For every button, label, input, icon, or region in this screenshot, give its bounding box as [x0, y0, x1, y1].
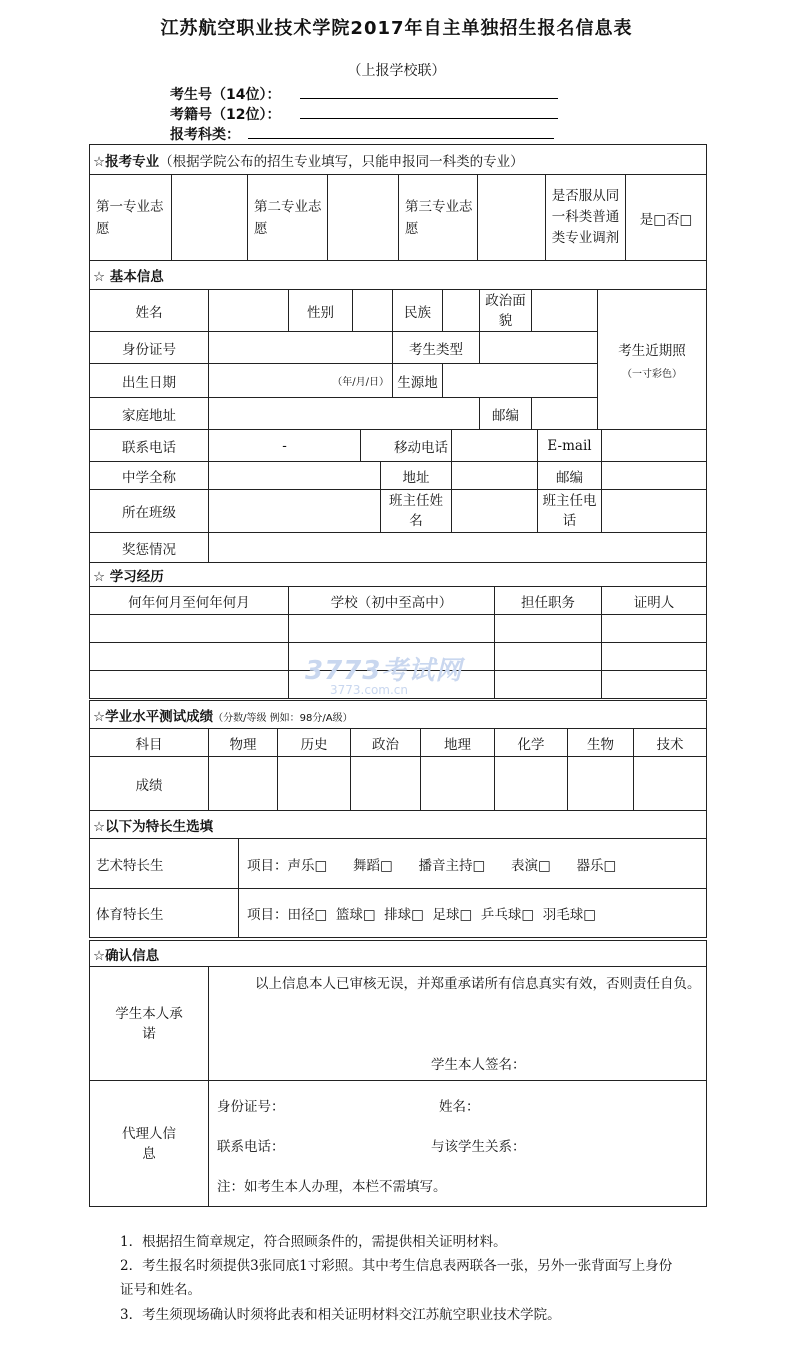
- sport-options[interactable]: 项目：田径□ 篮球□ 排球□ 足球□ 乒乓球□ 羽毛球□: [239, 889, 707, 938]
- history-col-witness: 证明人: [602, 587, 707, 615]
- registry-number-label: 考籍号（12位）：: [170, 107, 281, 123]
- political-field[interactable]: [532, 290, 598, 332]
- score-field[interactable]: [351, 757, 421, 811]
- name-label: 姓名: [90, 290, 209, 332]
- teacher-phone-field[interactable]: [602, 490, 707, 533]
- score-field[interactable]: [278, 757, 351, 811]
- agent-cell: [209, 1081, 707, 1207]
- teacher-field[interactable]: [452, 490, 538, 533]
- history-cell[interactable]: [90, 643, 289, 671]
- history-cell[interactable]: [90, 671, 289, 699]
- score-field[interactable]: [568, 757, 634, 811]
- postcode-field[interactable]: [532, 398, 598, 430]
- postcode-label: 邮编: [480, 398, 532, 430]
- gender-field[interactable]: [353, 290, 393, 332]
- art-options[interactable]: 项目：声乐□ 舞蹈□ 播音主持□ 表演□ 器乐□: [239, 839, 707, 889]
- agent-name[interactable]: 姓名：: [439, 1099, 480, 1115]
- history-cell[interactable]: [602, 643, 707, 671]
- photo-box[interactable]: [598, 290, 707, 430]
- specialty-table: [89, 810, 707, 938]
- watermark-logo: 3773考试网 3773.com.cn: [305, 656, 463, 697]
- history-cell[interactable]: [495, 643, 602, 671]
- birth-format: （年/月/日）: [332, 376, 389, 388]
- history-heading: ☆ 学习经历: [90, 563, 707, 587]
- history-cell[interactable]: [90, 615, 289, 643]
- teacher-phone-label: 班主任电话: [538, 490, 602, 533]
- student-pledge-label: 学生本人承诺: [90, 967, 209, 1081]
- class-field[interactable]: [209, 490, 381, 533]
- ethnic-field[interactable]: [443, 290, 480, 332]
- address-field[interactable]: [209, 398, 480, 430]
- subject-history: 历史: [278, 729, 351, 757]
- id-field[interactable]: [209, 332, 393, 364]
- choice1-field[interactable]: [172, 175, 248, 261]
- scores-table: [89, 700, 707, 811]
- name-field[interactable]: [209, 290, 289, 332]
- candidate-number-label: 考生号（14位）：: [170, 87, 281, 103]
- history-col-role: 担任职务: [495, 587, 602, 615]
- agent-phone[interactable]: 联系电话：: [217, 1139, 285, 1155]
- form-subtitle: （上报学校联）: [347, 63, 446, 79]
- ethnic-label: 民族: [393, 290, 443, 332]
- art-label: 艺术特长生: [90, 839, 239, 889]
- phone-label: 联系电话: [90, 430, 209, 462]
- school-field[interactable]: [209, 462, 381, 490]
- score-field[interactable]: [495, 757, 568, 811]
- type-label: 考生类型: [393, 332, 480, 364]
- confirm-heading: ☆确认信息: [90, 941, 707, 967]
- school-post-field[interactable]: [602, 462, 707, 490]
- agent-label: 代理人信 息: [90, 1081, 209, 1207]
- adjust-label: 是否服从同一科类普通类专业调剂: [546, 175, 626, 261]
- subject-technology: 技术: [634, 729, 707, 757]
- candidate-number-line[interactable]: [300, 84, 558, 99]
- specialty-heading: ☆以下为特长生选填: [90, 811, 707, 839]
- school-label: 中学全称: [90, 462, 209, 490]
- subject-biology: 生物: [568, 729, 634, 757]
- gender-label: 性别: [289, 290, 353, 332]
- school-addr-field[interactable]: [452, 462, 538, 490]
- footnote-2: 2．考生报名时须提供3张同底1寸彩照。其中考生信息表两联各一张，另外一张背面写上身份证号和姓名。: [120, 1258, 673, 1298]
- birth-field[interactable]: [209, 364, 393, 398]
- subject-physics: 物理: [209, 729, 278, 757]
- email-label: E-mail: [538, 430, 602, 462]
- history-cell[interactable]: [495, 615, 602, 643]
- origin-label: 生源地: [393, 364, 443, 398]
- score-field[interactable]: [634, 757, 707, 811]
- score-field[interactable]: [209, 757, 278, 811]
- exam-category-line[interactable]: [248, 124, 554, 139]
- address-label: 家庭地址: [90, 398, 209, 430]
- choice3-field[interactable]: [478, 175, 546, 261]
- form-title: 江苏航空职业技术学院2017年自主单独招生报名信息表: [160, 18, 633, 39]
- choice1-label: 第一专业志愿: [90, 175, 172, 261]
- mobile-field[interactable]: [452, 430, 538, 462]
- pledge-cell: [209, 967, 707, 1081]
- footnote-3: 3．考生须现场确认时须将此表和相关证明材料交江苏航空职业技术学院。: [120, 1307, 561, 1323]
- photo-note: （一寸彩色）: [622, 369, 683, 380]
- table-row: [90, 615, 707, 643]
- history-cell[interactable]: [602, 615, 707, 643]
- agent-relation[interactable]: 与该学生关系：: [431, 1139, 526, 1155]
- history-cell[interactable]: [289, 615, 495, 643]
- choice2-label: 第二专业志愿: [248, 175, 328, 261]
- pledge-text: 以上信息本人已审核无误，并郑重承诺所有信息真实有效，否则责任自负。: [255, 976, 701, 992]
- score-label: 成绩: [90, 757, 209, 811]
- choice2-field[interactable]: [328, 175, 399, 261]
- subject-header: 科目: [90, 729, 209, 757]
- teacher-label: 班主任姓名: [381, 490, 452, 533]
- type-field[interactable]: [480, 332, 598, 364]
- id-label: 身份证号: [90, 332, 209, 364]
- sport-label: 体育特长生: [90, 889, 239, 938]
- contact-table: [89, 429, 707, 563]
- agent-id[interactable]: 身份证号：: [217, 1099, 285, 1115]
- awards-field[interactable]: [209, 533, 707, 563]
- agent-note: 注：如考生本人办理，本栏不需填写。: [217, 1179, 447, 1195]
- major-table: [89, 144, 707, 261]
- phone-field[interactable]: -: [209, 430, 361, 462]
- confirm-table: [89, 940, 707, 1207]
- footnote-1: 1．根据招生简章规定，符合照顾条件的，需提供相关证明材料。: [120, 1234, 507, 1250]
- history-cell[interactable]: [602, 671, 707, 699]
- photo-label: 考生近期照: [618, 343, 686, 359]
- history-cell[interactable]: [495, 671, 602, 699]
- exam-category-label: 报考科类：: [170, 127, 240, 143]
- class-label: 所在班级: [90, 490, 209, 533]
- score-field[interactable]: [421, 757, 495, 811]
- subject-chemistry: 化学: [495, 729, 568, 757]
- history-col-period: 何年何月至何年何月: [90, 587, 289, 615]
- school-post-label: 邮编: [538, 462, 602, 490]
- basic-info-heading: ☆ 基本信息: [90, 261, 707, 290]
- origin-field[interactable]: [443, 364, 598, 398]
- awards-label: 奖惩情况: [90, 533, 209, 563]
- political-label: 政治面貌: [480, 290, 532, 332]
- subject-geography: 地理: [421, 729, 495, 757]
- registry-number-line[interactable]: [300, 104, 558, 119]
- subject-politics: 政治: [351, 729, 421, 757]
- choice3-label: 第三专业志愿: [399, 175, 478, 261]
- birth-label: 出生日期: [90, 364, 209, 398]
- mobile-label: 移动电话: [361, 430, 452, 462]
- history-col-school: 学校（初中至高中）: [289, 587, 495, 615]
- student-signature[interactable]: 学生本人签名：: [431, 1057, 526, 1073]
- basic-info-table: [89, 260, 707, 430]
- major-section-heading: ☆报考专业（根据学院公布的招生专业填写，只能申报同一科类的专业）: [90, 145, 707, 175]
- email-field[interactable]: [602, 430, 707, 462]
- adjust-checkbox[interactable]: 是□否□: [626, 175, 707, 261]
- school-addr-label: 地址: [381, 462, 452, 490]
- scores-heading: ☆学业水平测试成绩（分数/等级 例如：98分/A级）: [90, 701, 707, 729]
